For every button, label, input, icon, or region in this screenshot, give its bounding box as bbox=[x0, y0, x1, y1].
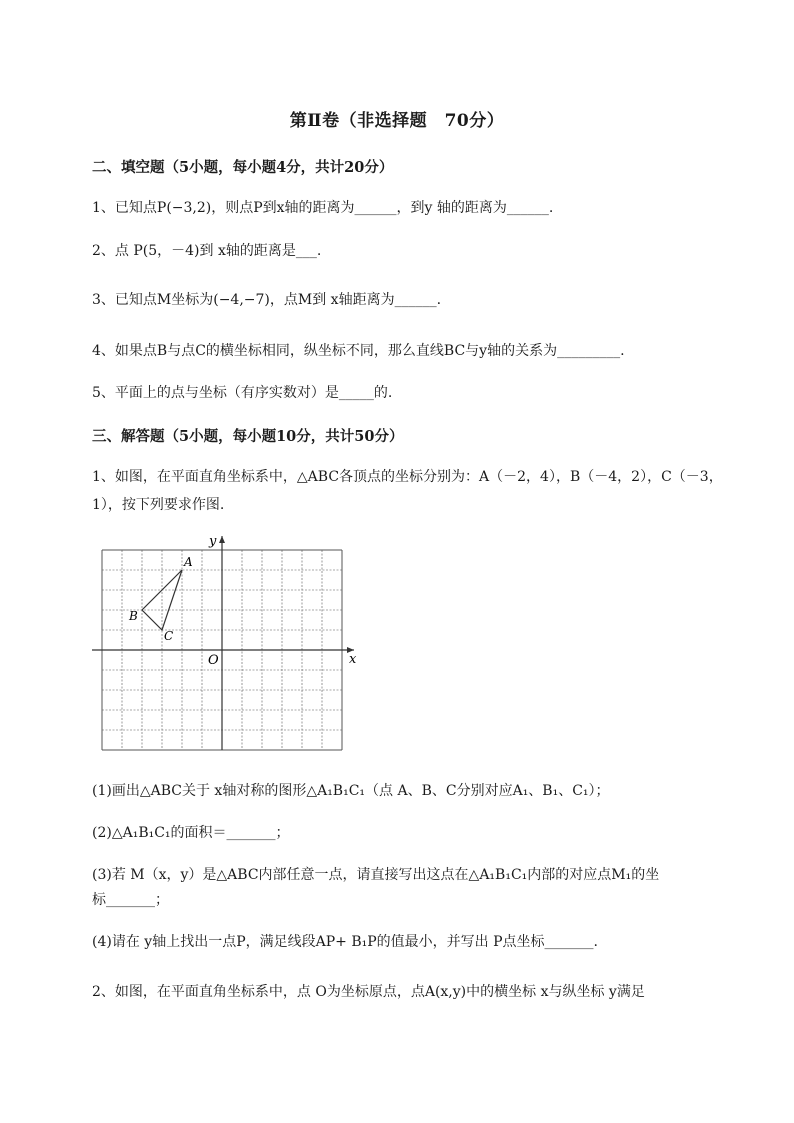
section-heading-fill-in: 二、填空题（5小题，每小题4分，共计20分） bbox=[92, 159, 394, 176]
point-c-label: C bbox=[164, 629, 174, 643]
question-2-4: 4、如果点B与点C的横坐标相同，纵坐标不同，那么直线BC与y轴的关系为_________. bbox=[92, 343, 625, 359]
question-2-1: 1、已知点P(−3,2)，则点P到x轴的距离为______，到y 轴的距离为______. bbox=[92, 200, 554, 216]
coordinate-figure bbox=[92, 532, 362, 754]
question-3-1-sub-1: (1)画出△ABC关于 x轴对称的图形△A₁B₁C₁（点 A、B、C分别对应A₁、B₁、C₁）； bbox=[92, 783, 610, 799]
point-a-label: A bbox=[184, 555, 193, 569]
coordinate-grid-svg bbox=[92, 532, 362, 754]
y-axis-arrow bbox=[219, 536, 225, 543]
question-3-1-sub-3a: (3)若 M（x，y）是△ABC内部任意一点，请直接写出这点在△A₁B₁C₁内部的对应点M₁的坐 bbox=[92, 867, 660, 883]
question-3-1-text: 1、如图，在平面直角坐标系中，△ABC各顶点的坐标分别为：A（－2，4），B（－4，2），C（－3，1），按下列要求作图. bbox=[92, 469, 723, 513]
question-3-1-sub-2: (2)△A₁B₁C₁的面积＝_______； bbox=[92, 825, 290, 841]
y-axis-label: y bbox=[209, 534, 217, 549]
question-3-1-sub-3b: 标_______； bbox=[92, 892, 169, 908]
point-b-label: B bbox=[129, 609, 138, 623]
section-heading-solve: 三、解答题（5小题，每小题10分，共计50分） bbox=[92, 428, 404, 445]
question-3-1-sub-4: (4)请在 y轴上找出一点P，满足线段AP+ B₁P的值最小，并写出 P点坐标_______. bbox=[92, 934, 598, 950]
page-title: 第Ⅱ卷（非选择题 70分） bbox=[289, 111, 505, 131]
question-2-3: 3、已知点M坐标为(−4,−7)，点M到 x轴距离为______. bbox=[92, 292, 442, 308]
origin-label: O bbox=[208, 653, 219, 668]
question-2-5: 5、平面上的点与坐标（有序实数对）是_____的. bbox=[92, 385, 393, 401]
question-2-2: 2、点 P(5，－4)到 x轴的距离是___. bbox=[92, 243, 322, 259]
question-3-2-text: 2、如图，在平面直角坐标系中，点 O为坐标原点，点A(x,y)中的横坐标 x与纵坐标 y满足 bbox=[92, 984, 645, 1000]
x-axis-label: x bbox=[349, 652, 357, 667]
